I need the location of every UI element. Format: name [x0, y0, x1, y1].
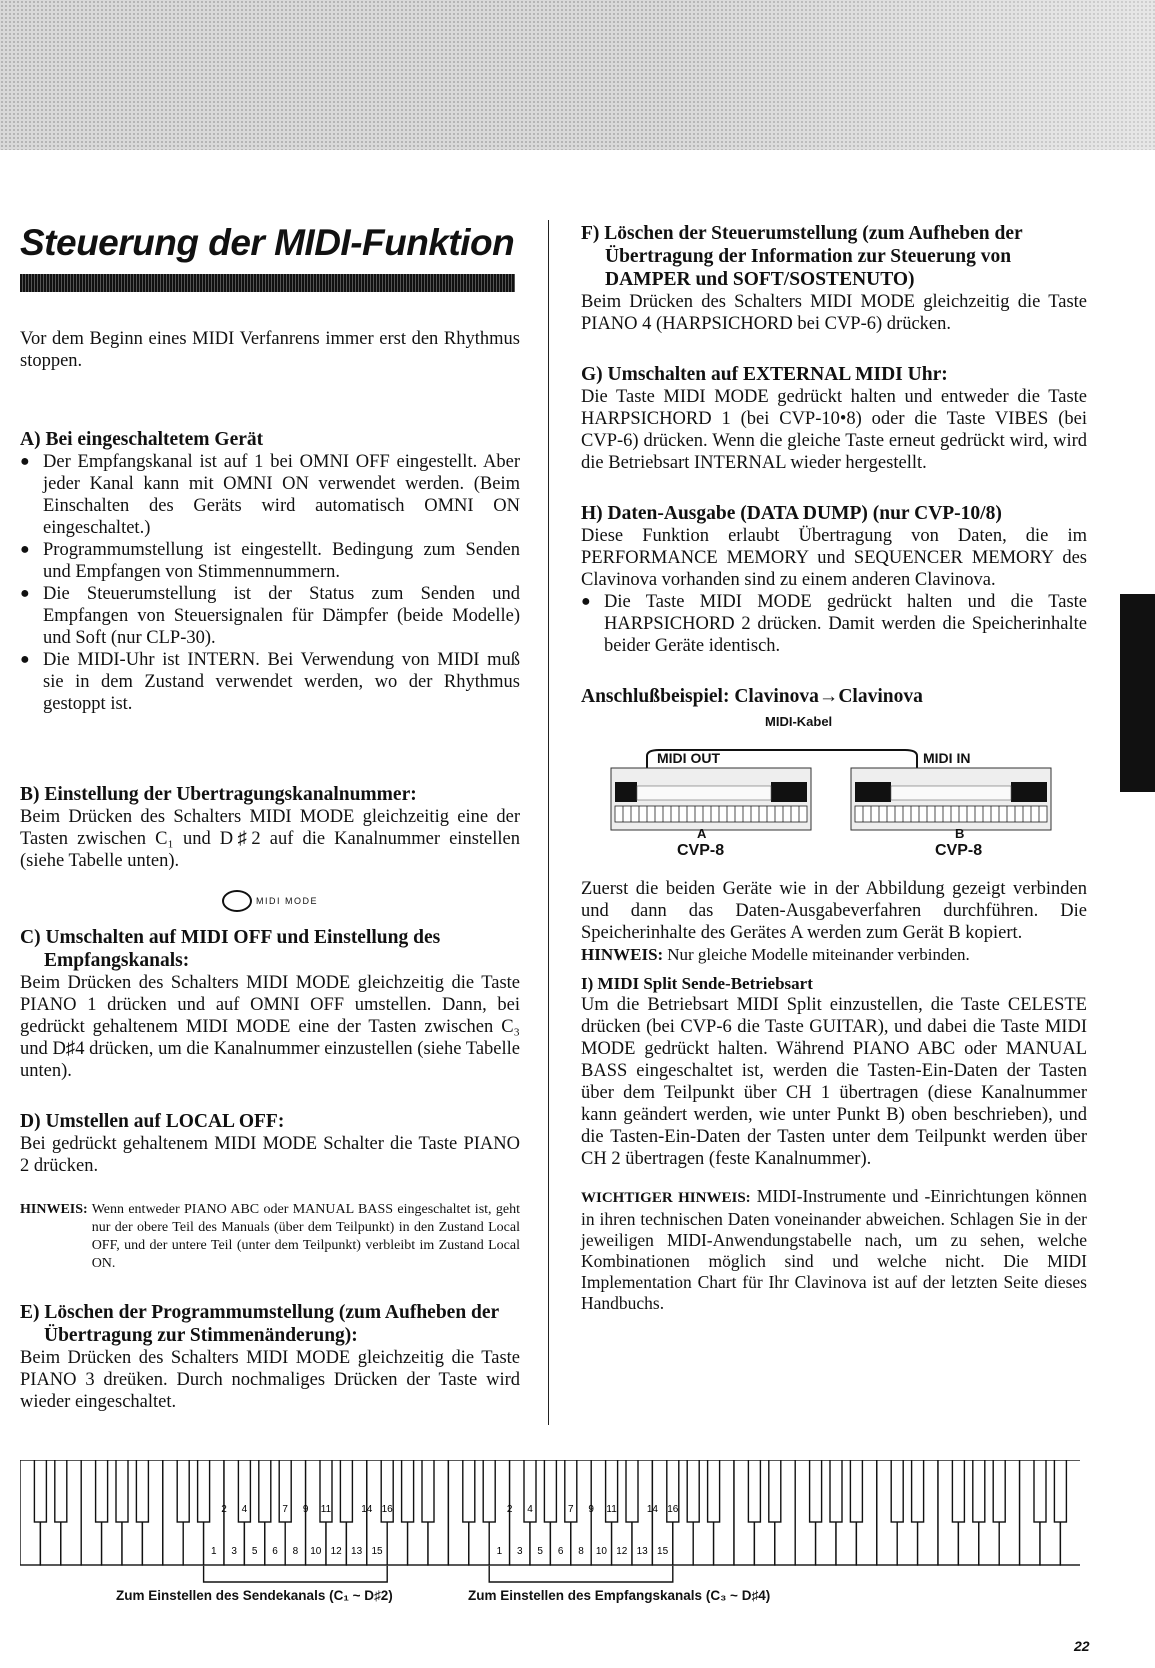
black-key [340, 1460, 352, 1522]
black-key-channel-number: 4 [527, 1504, 533, 1515]
white-key-channel-number: 1 [211, 1546, 217, 1557]
section-a-list [20, 451, 520, 715]
left-column [20, 222, 520, 1413]
black-key-channel-number: 11 [320, 1504, 332, 1515]
black-key [483, 1460, 495, 1522]
section-i-heading: I) MIDI Split Sende-Betriebsart [581, 974, 813, 993]
white-key-channel-number: 8 [578, 1546, 584, 1557]
page-number: 22 [1074, 1638, 1090, 1654]
section-g-heading: G) Umschalten auf EXTERNAL MIDI Uhr: [581, 364, 948, 385]
white-key-channel-number: 8 [292, 1546, 299, 1557]
black-key [1054, 1460, 1066, 1522]
black-key [34, 1460, 46, 1522]
white-key-channel-number: 6 [557, 1546, 564, 1557]
section-c-text: Beim Drücken des Schalters MIDI MODE gleichzeitig die Taste PIANO 1 drücken und auf OMNI OFF umstellen. Dann, bei gedrückt gehaltenem MIDI MODE eine der Tasten zwischen C₃ und D♯4 drücken, um die Kanalnummer einzustellen (siehe Tabelle unten). [20, 973, 520, 1081]
black-key [993, 1460, 1005, 1522]
title-underline-bar [20, 274, 515, 292]
connection-note [581, 944, 1087, 965]
intro-text: Vor dem Beginn eines MIDI Verfanrens immer erst den Rhythmus stoppen. [20, 329, 520, 371]
section-h-text: Diese Funktion erlaubt Übertragung von Daten, die im PERFORMANCE MEMORY und SEQUENCER MEMORY des Clavinova vorhanden sind zu einem anderen Clavinova. [581, 526, 1087, 590]
list-item: ● Die Steuerumstellung ist der Status zum Senden und Empfangen von Steuersignalen für Dämpfer (beide Modelle) und Soft (nur CLP-30). [20, 583, 520, 649]
black-key [952, 1460, 964, 1522]
midi-out-label: MIDI OUT [657, 750, 720, 766]
white-key-channel-number: 10 [310, 1546, 322, 1557]
section-b-heading: B) Einstellung der Ubertragungskanalnummer: [20, 784, 417, 805]
send-range-bracket [204, 1566, 388, 1582]
list-item: ● Der Empfangskanal ist auf 1 bei OMNI OFF eingestellt. Aber jeder Kanal kann mit OMNI ON verwendet werden. (Beim Einschalten des Geräts wird automatisch OMNI ON eingeschaltet.) [20, 451, 520, 539]
black-key [850, 1460, 862, 1522]
section-e-heading: E) Löschen der Programmumstellung (zum Aufheben der Übertragung zur Stimmenänderung): [20, 1302, 499, 1346]
black-key [402, 1460, 414, 1522]
receive-range-bracket [489, 1566, 673, 1582]
black-key [708, 1460, 720, 1522]
black-key [463, 1460, 475, 1522]
section-f-text: Beim Drücken des Schalters MIDI MODE gleichzeitig die Taste PIANO 4 (HARPSICHORD bei CVP-6) drücken. [581, 292, 1087, 334]
section-e-text: Beim Drücken des Schalters MIDI MODE gleichzeitig die Taste PIANO 3 dreüken. Durch nochmaliges Drücken der Taste wird wieder eingeschaltet. [20, 1348, 520, 1412]
white-key-channel-number: 13 [351, 1546, 363, 1557]
black-key [830, 1460, 842, 1522]
unit-b-graphic [851, 768, 1051, 830]
midi-mode-icon-label: MIDI MODE [256, 896, 318, 906]
black-key [422, 1460, 434, 1522]
black-key-channel-number: 9 [588, 1504, 594, 1515]
connection-diagram [601, 714, 1061, 864]
black-key [259, 1460, 271, 1522]
receive-channel-caption: Zum Einstellen des Empfangskanals (C₃ ~ D♯4) [468, 1588, 771, 1603]
black-key-channel-number: 16 [667, 1504, 679, 1515]
button-oval-icon [222, 890, 252, 912]
note-label: HINWEIS: [581, 945, 664, 964]
right-column [581, 222, 1087, 1314]
list-item: ● Die MIDI-Uhr ist INTERN. Bei Verwendung von MIDI muß sie in dem Zustand verwendet werden, wo der Rhythmus gestoppt ist. [20, 649, 520, 715]
section-d-heading: D) Umstellen auf LOCAL OFF: [20, 1111, 285, 1132]
black-key [544, 1460, 556, 1522]
black-key [177, 1460, 189, 1522]
list-item: ● Die Taste MIDI MODE gedrückt halten und die Taste HARPSICHORD 2 drücken. Damit werden die Speicherinhalte beider Geräte identisch. [581, 591, 1087, 657]
black-key [769, 1460, 781, 1522]
unit-b-letter: B [955, 826, 965, 841]
black-key [136, 1460, 148, 1522]
white-key-channel-number: 15 [371, 1546, 383, 1557]
white-key-channel-number: 12 [616, 1546, 628, 1557]
black-key-channel-number: 2 [221, 1504, 227, 1515]
white-key-channel-number: 3 [231, 1546, 237, 1557]
keyboard-graphic [20, 1460, 1080, 1600]
section-b-text: Beim Drücken des Schalters MIDI MODE gleichzeitig eine der Tasten zwischen C₁ und D♯2 auf die Kanalnummer einstellen (siehe Tabelle unten). [20, 807, 520, 871]
unit-b-model: CVP-8 [935, 842, 983, 859]
midi-in-label: MIDI IN [923, 750, 971, 766]
black-key [687, 1460, 699, 1522]
midi-mode-button-icon [20, 890, 520, 912]
list-item: ● Programmumstellung ist eingestellt. Bedingung zum Senden und Empfangen von Stimmennummern. [20, 539, 520, 583]
header-pattern-band [0, 0, 1155, 150]
white-key-channel-number: 6 [272, 1546, 278, 1557]
connection-heading: Anschlußbeispiel: Clavinova→Clavinova [581, 686, 923, 707]
unit-a-letter: A [697, 826, 707, 841]
white-key-channel-number: 10 [595, 1546, 607, 1557]
white-key-channel-number: 5 [537, 1546, 543, 1557]
black-key [748, 1460, 760, 1522]
black-key-channel-number: 7 [282, 1504, 288, 1515]
section-d-text: Bei gedrückt gehaltenem MIDI MODE Schalter die Taste PIANO 2 drücken. [20, 1134, 520, 1176]
important-note-label: WICHTIGER HINWEIS: [581, 1190, 751, 1206]
black-key-channel-number: 2 [506, 1504, 513, 1515]
page-title: Steuerung der MIDI-Funktion [20, 222, 515, 263]
black-key-channel-number: 14 [361, 1504, 373, 1515]
section-d-note [20, 1201, 520, 1273]
note-text: Wenn entweder PIANO ABC oder MANUAL BASS eingeschaltet ist, geht nur der obere Teil des Manuals (über dem Teilpunkt) in den Zustand Local OFF, und der untere Teil (unter dem Teilpunkt) verbleibt im Zustand Local ON. [91, 1202, 520, 1271]
send-channel-caption: Zum Einstellen des Sendekanals (C₁ ~ D♯2) [116, 1588, 393, 1603]
black-key-channel-number: 9 [302, 1504, 309, 1515]
black-key [116, 1460, 128, 1522]
white-key-channel-number: 12 [330, 1546, 342, 1557]
white-key-channel-number: 3 [517, 1546, 523, 1557]
section-thumb-tab [1120, 594, 1155, 792]
black-key-channel-number: 11 [606, 1504, 617, 1515]
section-i-text: Um die Betriebsart MIDI Split einzustellen, die Taste CELESTE drücken (bei CVP-6 die Taste GUITAR), und dabei die Taste MIDI MODE gedrückt halten. Während PIANO ABC oder MANUAL BASS eingeschaltet ist, werden die Tasten-Ein-Daten der Tasten über dem Teilpunkt über CH 1 übertragen (diese Kanalnummer kann geändert werden, wie unter Punkt B) oben beschrieben), und die Tasten-Ein-Daten der Tasten unter dem Teilpunkt werden über CH 2 übertragen (feste Kanalnummer). [581, 995, 1087, 1169]
black-key [973, 1460, 985, 1522]
midi-cable-label: MIDI-Kabel [765, 714, 833, 729]
black-key [96, 1460, 108, 1522]
section-a-heading: A) Bei eingeschaltetem Gerät [20, 429, 264, 450]
section-g-text: Die Taste MIDI MODE gedrückt halten und entweder die Taste HARPSICHORD 1 (bei CVP-10•8) oder die Taste VIBES (bei CVP-6) drücken. Wenn die gleiche Taste erneut gedrückt wird, wird die Betriebsart INTERNAL wieder hergestellt. [581, 387, 1087, 473]
black-key [55, 1460, 67, 1522]
black-key-channel-number: 7 [568, 1504, 574, 1515]
white-key-channel-number: 5 [251, 1546, 258, 1557]
black-key-channel-number: 4 [241, 1504, 248, 1515]
keyboard-channel-diagram [20, 1460, 1080, 1603]
black-key-channel-number: 14 [646, 1504, 658, 1515]
black-key [626, 1460, 638, 1522]
unit-a-model: CVP-8 [677, 842, 725, 859]
unit-a-graphic [611, 768, 811, 830]
black-key-channel-number: 16 [381, 1504, 393, 1515]
section-f-heading: F) Löschen der Steuerumstellung (zum Aufheben der Übertragung der Information zur Steuerung von DAMPER und SOFT/SOSTENUTO) [581, 223, 1023, 290]
white-key-channel-number: 1 [496, 1546, 503, 1557]
connection-text: Zuerst die beiden Geräte wie in der Abbildung gezeigt verbinden und dann das Daten-Ausgabeverfahren durchführen. Die Speicherinhalte des Gerätes A werden zum Gerät B kopiert. [581, 879, 1087, 943]
black-key [198, 1460, 210, 1522]
connection-diagram-graphic [601, 722, 1061, 832]
black-key [810, 1460, 822, 1522]
important-note-text: MIDI-Instrumente und -Einrichtungen können in ihren technischen Daten voneinander abweichen. Schlagen Sie in der jeweiligen MIDI-Anwendungstabelle nach, um zu sehen, welche Kombinationen möglich sind und welche nicht. Die MIDI Implementation Chart für Ihr Clavinova ist auf der letzten Seite dieses Handbuchs. [581, 1186, 1088, 1313]
important-note [581, 1186, 1087, 1314]
white-key-channel-number: 13 [636, 1546, 648, 1557]
black-key [912, 1460, 924, 1522]
black-key [891, 1460, 903, 1522]
white-key-channel-number: 15 [657, 1546, 669, 1557]
section-c-heading: C) Umschalten auf MIDI OFF und Einstellung des Empfangskanals: [20, 927, 441, 971]
column-divider [548, 220, 549, 1425]
section-h-list [581, 591, 1087, 657]
black-key [1034, 1460, 1046, 1522]
section-h-heading: H) Daten-Ausgabe (DATA DUMP) (nur CVP-10/8) [581, 503, 1002, 524]
note-label: HINWEIS: [20, 1202, 88, 1217]
note-text: Nur gleiche Modelle miteinander verbinden. [667, 945, 970, 964]
